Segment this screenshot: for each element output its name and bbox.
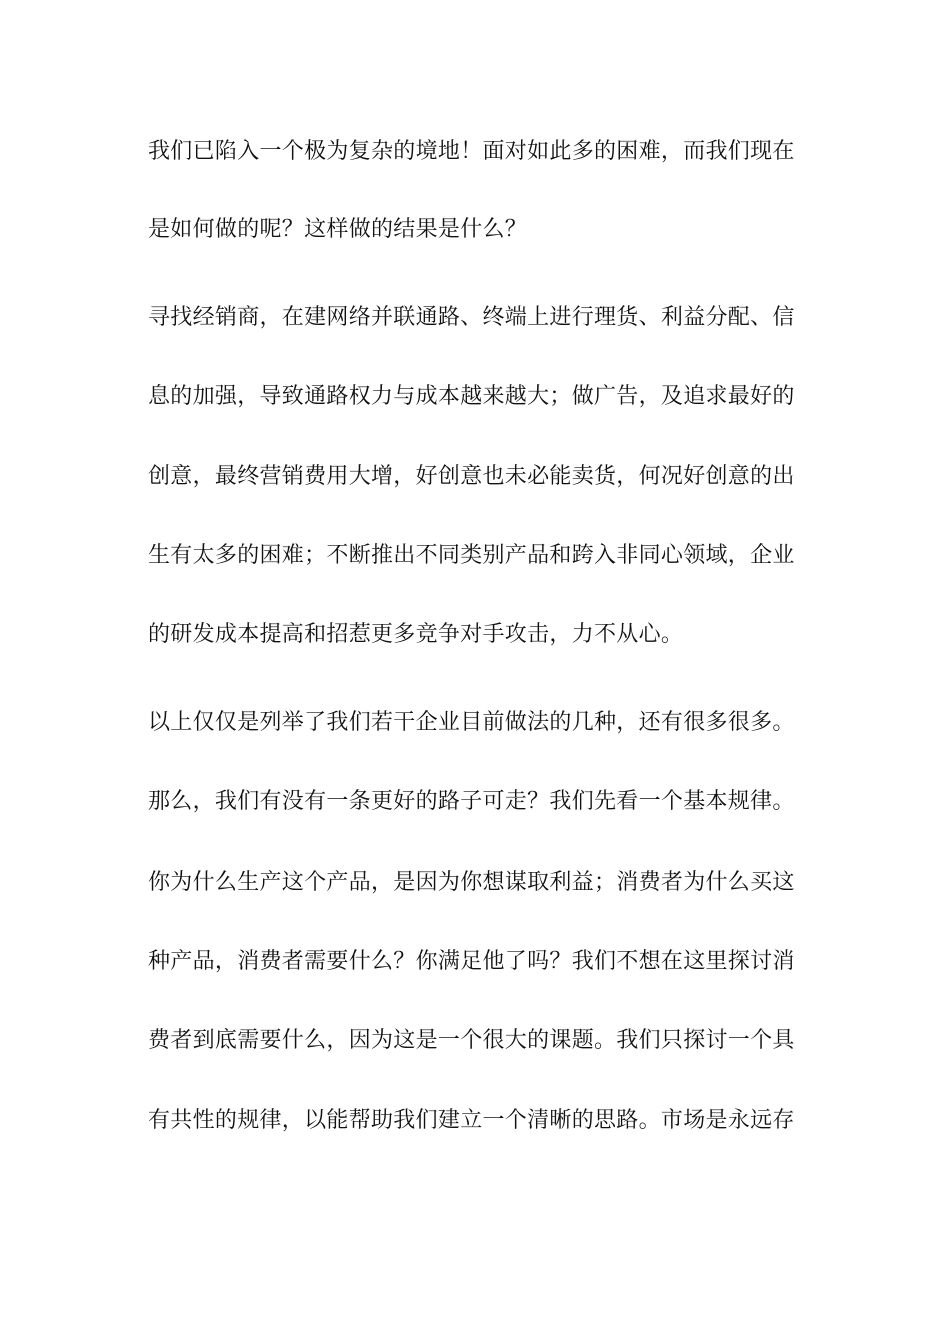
text-line: 那么，我们有没有一条更好的路子可走？我们先看一个基本规律。: [148, 789, 795, 814]
text-line: 费者到底需要什么，因为这是一个很大的课题。我们只探讨一个具: [148, 1028, 795, 1053]
text-line: 以上仅仅是列举了我们若干企业目前做法的几种，还有很多很多。: [148, 710, 795, 735]
text-line: 的研发成本提高和招惹更多竞争对手攻击，力不从心。: [148, 622, 684, 647]
text-line: 生有太多的困难；不断推出不同类别产品和跨入非同心领域，企业: [148, 543, 795, 568]
text-line: 我们已陷入一个极为复杂的境地！面对如此多的困难，而我们现在: [148, 139, 795, 164]
text-line: 创意，最终营销费用大增，好创意也未必能卖货，何况好创意的出: [148, 464, 795, 489]
text-line: 息的加强，导致通路权力与成本越来越大；做广告，及追求最好的: [148, 384, 795, 409]
text-line: 寻找经销商，在建网络并联通路、终端上进行理货、利益分配、信: [148, 305, 795, 330]
text-line: 你为什么生产这个产品，是因为你想谋取利益；消费者为什么买这: [148, 870, 795, 895]
text-line: 是如何做的呢？这样做的结果是什么？: [148, 217, 528, 242]
text-line: 有共性的规律，以能帮助我们建立一个清晰的思路。市场是永远存: [148, 1108, 795, 1133]
text-line: 种产品，消费者需要什么？你满足他了吗？我们不想在这里探讨消: [148, 949, 795, 974]
